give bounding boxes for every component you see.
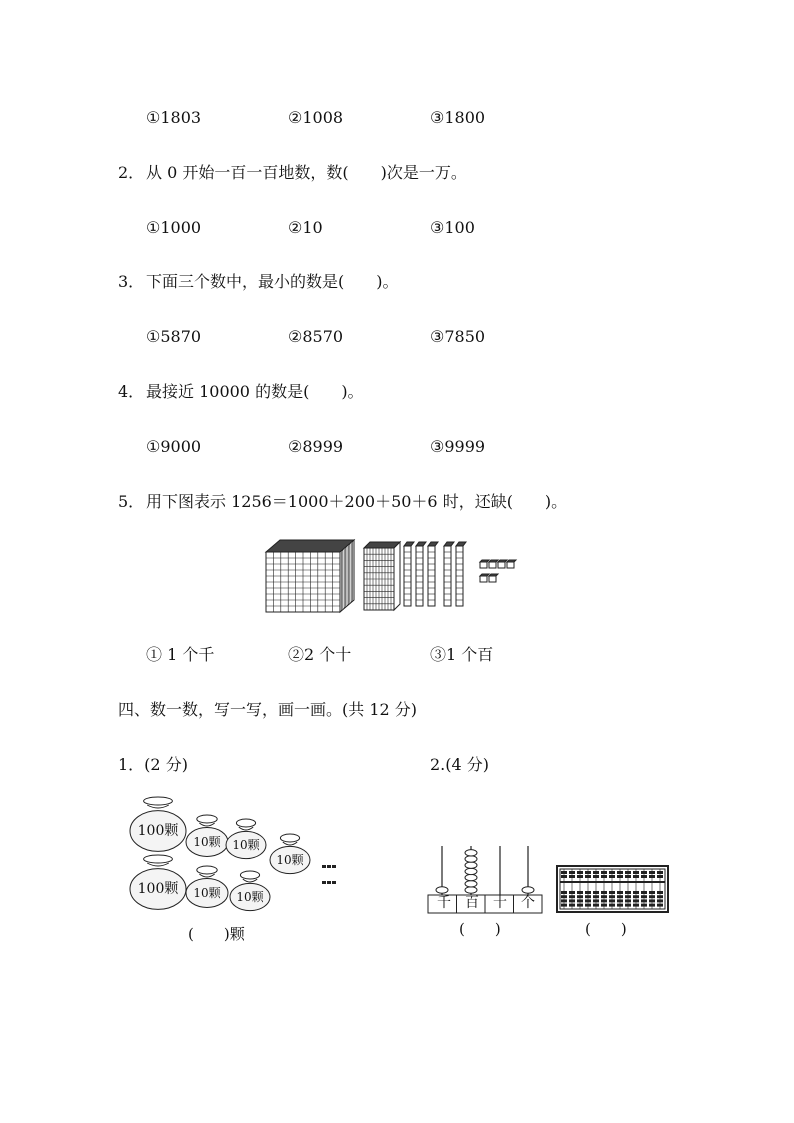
q4-option-1: ①9000 [146, 437, 202, 456]
q4-option-3: ③9999 [430, 437, 486, 456]
loose-candies [322, 865, 336, 868]
section4-heading: 四、数一数，写一写，画一画。(共 12 分) [118, 700, 418, 719]
part1-label: 1．(2 分) [118, 755, 188, 774]
q2-option-3: ③100 [430, 218, 475, 237]
bag-label: 10颗 [193, 886, 221, 900]
part2-answer-1: ( ) [459, 920, 501, 938]
q2-number: 2． [118, 163, 145, 182]
q4-option-2: ②8999 [288, 437, 344, 456]
q5-text: 用下图表示 1256＝1000＋200＋50＋6 时，还缺( )。 [146, 492, 568, 511]
q5-option-3: ③1 个百 [430, 645, 494, 664]
place-thousands: 千 [437, 895, 451, 911]
bag-label: 100颗 [137, 823, 179, 839]
place-ones: 个 [521, 895, 535, 911]
ten-rods [404, 542, 466, 606]
unit-cubes [480, 560, 516, 582]
q5-number: 5． [118, 492, 145, 511]
q3-option-1: ①5870 [146, 327, 202, 346]
q3-number: 3． [118, 272, 145, 291]
q1-option-1: ①1803 [146, 108, 202, 127]
candy-bag [186, 866, 228, 907]
abacus [556, 865, 670, 915]
part1-answer: ( )颗 [188, 925, 245, 943]
part2-label: 2.(4 分) [430, 755, 490, 774]
bag-label: 10颗 [236, 890, 264, 904]
loose-candies [322, 881, 336, 884]
bag-label: 10颗 [276, 853, 304, 867]
q2-text: 从 0 开始一百一百地数，数( )次是一万。 [146, 163, 467, 182]
candy-bag [226, 819, 266, 859]
bag-label: 10颗 [232, 838, 260, 852]
candy-bag [230, 871, 270, 911]
base-ten-blocks-figure [266, 538, 528, 614]
q3-option-3: ③7850 [430, 327, 486, 346]
q3-option-2: ②8570 [288, 327, 344, 346]
bag-label: 10颗 [193, 835, 221, 849]
candy-bag [270, 834, 310, 874]
place-tens: 十 [493, 895, 507, 911]
q4-text: 最接近 10000 的数是( )。 [146, 382, 364, 401]
q1-option-3: ③1800 [430, 108, 486, 127]
place-hundreds: 百 [465, 895, 479, 911]
q4-number: 4． [118, 382, 145, 401]
candy-bags-figure [124, 795, 344, 915]
thousand-cube [266, 540, 354, 612]
candy-bag [130, 855, 186, 909]
candy-bag [130, 797, 186, 851]
q2-option-1: ①1000 [146, 218, 202, 237]
q2-option-2: ②10 [288, 218, 323, 237]
q5-option-2: ②2 个十 [288, 645, 352, 664]
q3-text: 下面三个数中，最小的数是( )。 [146, 272, 399, 291]
q5-option-1: ① 1 个千 [146, 645, 215, 664]
bag-label: 100颗 [137, 881, 179, 897]
candy-bag [186, 815, 228, 856]
hundred-flat [364, 542, 400, 610]
part2-answer-2: ( ) [585, 920, 627, 938]
q1-option-2: ②1008 [288, 108, 344, 127]
